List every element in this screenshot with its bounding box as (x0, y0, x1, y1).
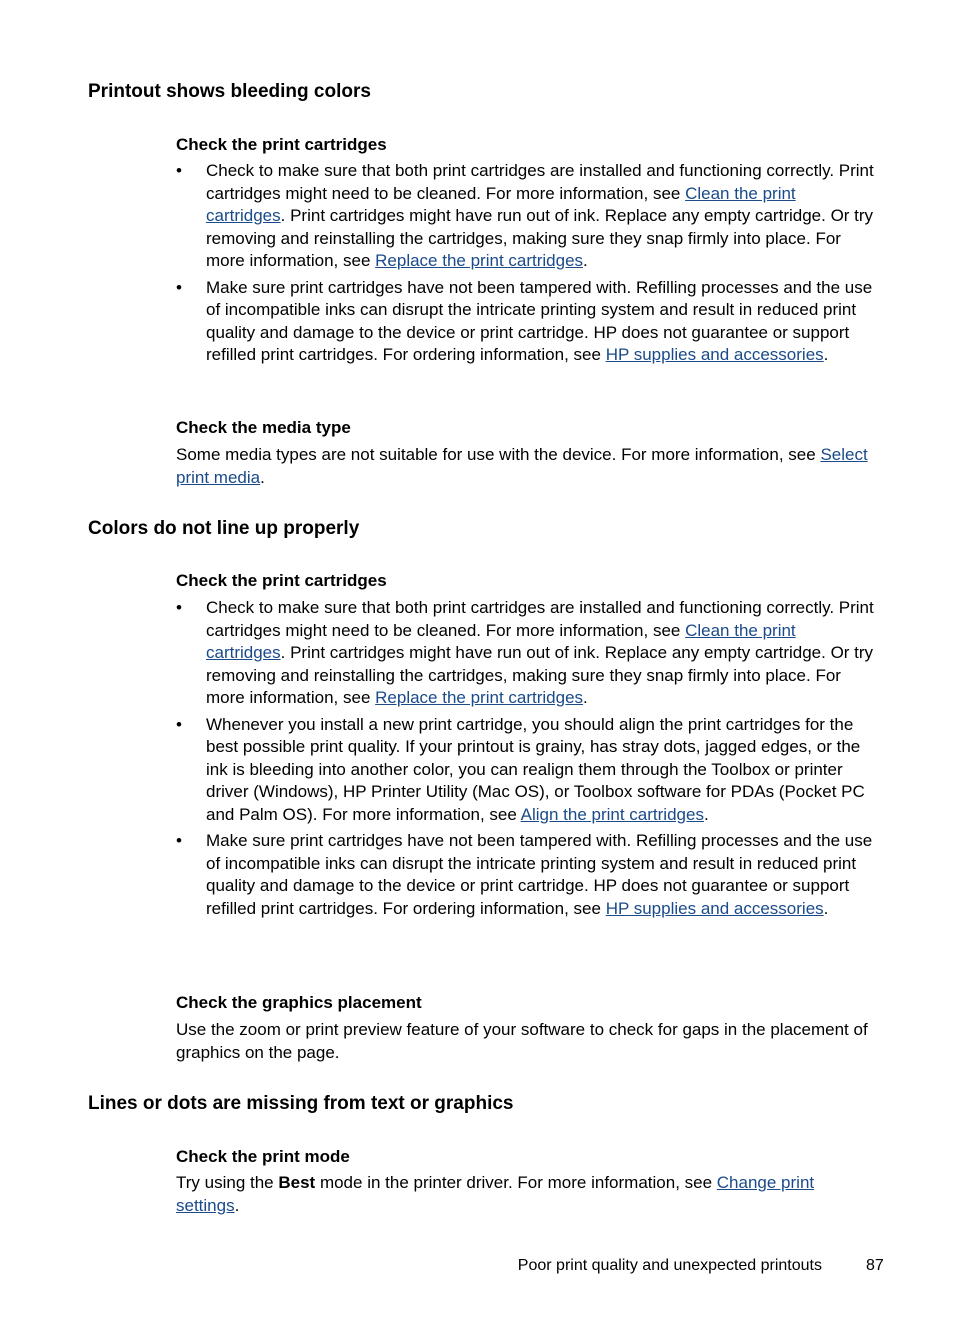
bullet-list-cartridges (176, 160, 876, 371)
bullet-list-cartridges (176, 597, 876, 924)
link-replace-cartridges[interactable]: Replace the print cartridges (375, 688, 584, 707)
bullet-icon: • (176, 598, 182, 617)
subheading-check-cartridges: Check the print cartridges (176, 135, 387, 154)
link-hp-supplies[interactable]: HP supplies and accessories (605, 898, 824, 918)
link-select-media[interactable]: Select print media (176, 445, 868, 487)
subheading-print-mode: Check the print mode (176, 1147, 350, 1166)
subheading-check-media: Check the media type (176, 418, 351, 437)
bold-best: Best (278, 1173, 316, 1192)
subheading-graphics-placement: Check the graphics placement (176, 993, 422, 1012)
section-title-colors-line-up: Colors do not line up properly (88, 518, 360, 539)
link-replace-cartridges[interactable]: Replace the print cartridges (375, 251, 584, 270)
link-hp-supplies[interactable]: HP supplies and accessories (605, 345, 824, 364)
list-item: • Make sure print cartridges have not been tampered with. Refilling processes and the use of incompatible inks can disrupt the intricate printing system and result in reduced print quality and damage to the device or print cartridge. HP does not guarantee or support refilled print cartridges. For ordering information, see HP supplies and accessories. (176, 831, 873, 918)
bullet-icon: • (176, 161, 182, 180)
paragraph-media: Some media types are not suitable for use with the device. For more information, see Select print media. (176, 445, 868, 487)
list-item: • Check to make sure that both print cartridges are installed and functioning correctly. Print cartridges might need to be cleaned. For more information, see Clean the print cartridges. Print cartridges might have run out of ink. Replace any empty cartridge. Or try removing and reinstalling the cartridges, making sure they snap firmly into place. For more information, see Replace the print cartridges. (176, 161, 874, 270)
link-clean-cartridges[interactable]: Clean the print cartridges (206, 620, 796, 662)
link-clean-cartridges[interactable]: Clean the print cartridges (206, 183, 796, 225)
section-title-lines-dots-missing: Lines or dots are missing from text or graphics (88, 1093, 514, 1114)
link-align-cartridges[interactable]: Align the print cartridges (520, 804, 704, 824)
footer-chapter-title: Poor print quality and unexpected printouts (517, 1257, 822, 1274)
bullet-icon: • (176, 277, 182, 297)
section-title-bleeding-colors: Printout shows bleeding colors (88, 81, 371, 102)
subheading-check-cartridges: Check the print cartridges (176, 571, 387, 590)
list-item: • Check to make sure that both print cartridges are installed and functioning correctly. Print cartridges might need to be cleaned. For more information, see Clean the print cartridges. Print cartridges might have run out of ink. Replace any empty cartridge. Or try removing and reinstalling the cartridges, making sure they snap firmly into place. For more information, see Replace the print cartridges. (176, 598, 874, 707)
bullet-icon: • (176, 831, 182, 850)
paragraph-print-mode: Try using the Best mode in the printer driver. For more information, see Change print settings. (176, 1173, 815, 1215)
list-item: • Whenever you install a new print cartridge, you should align the print cartridges for the best possible print quality. If your printout is grainy, has stray dots, jagged edges, or the ink is bleeding into another color, you can realign them through the Toolbox or printer driver (Windows), HP Printer Utility (Mac OS), or Toolbox software for PDAs (Pocket PC and Palm OS). For more information, see Align the print cartridges. (176, 714, 865, 824)
paragraph-graphics: Use the zoom or print preview feature of your software to check for gaps in the placement of graphics on the page. (176, 1020, 868, 1062)
footer-page-number: 87 (866, 1257, 884, 1274)
bullet-icon: • (176, 714, 182, 734)
link-change-print-settings[interactable]: Change print settings (176, 1173, 815, 1215)
list-item: • Make sure print cartridges have not been tampered with. Refilling processes and the use of incompatible inks can disrupt the intricate printing system and result in reduced print quality and damage to the device or print cartridge. HP does not guarantee or support refilled print cartridges. For ordering information, see HP supplies and accessories. (176, 277, 873, 364)
